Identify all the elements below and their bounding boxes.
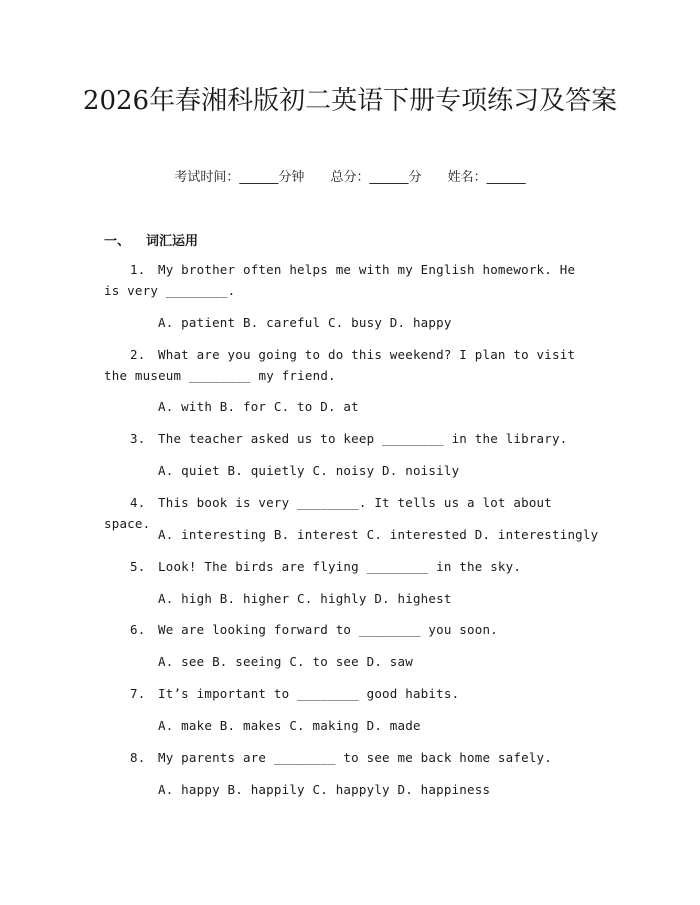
question-1-options: A. patient B. careful C. busy D. happy bbox=[158, 315, 452, 330]
question-8-options: A. happy B. happily C. happyly D. happiness bbox=[158, 782, 491, 797]
question-text: What are you going to do this weekend? I plan to visit the museum ________ my friend. bbox=[104, 347, 576, 383]
exam-info bbox=[0, 168, 700, 188]
student-name: 姓名：______ bbox=[447, 170, 526, 185]
question-2: 2. What are you going to do this weekend? I plan to visit the museum ________ my friend. bbox=[104, 347, 576, 383]
question-3: 3. The teacher asked us to keep ________ in the library. bbox=[130, 431, 568, 446]
question-2-options: A. with B. for C. to D. at bbox=[158, 399, 359, 414]
question-6-options: A. see B. seeing C. to see D. saw bbox=[158, 654, 413, 669]
section-title: 词汇运用 bbox=[146, 234, 199, 249]
question-text: Look! The birds are flying ________ in the sky. bbox=[158, 559, 522, 574]
exam-time: 考试时间：______分钟 bbox=[174, 170, 305, 185]
question-text: My parents are ________ to see me back home safely. bbox=[158, 750, 553, 765]
question-text: The teacher asked us to keep ________ in the library. bbox=[158, 431, 568, 446]
question-4: 4. This book is very ________. It tells us a lot about space. bbox=[104, 495, 553, 531]
section-heading bbox=[104, 230, 198, 249]
question-5: 5. Look! The birds are flying ________ in the sky. bbox=[130, 559, 522, 574]
question-text: This book is very ________. It tells us a lot about space. bbox=[104, 495, 553, 531]
question-5-options: A. high B. higher C. highly D. highest bbox=[158, 591, 452, 606]
question-text: My brother often helps me with my English homework. He is very ________. bbox=[104, 262, 576, 298]
question-text: It’s important to ________ good habits. bbox=[158, 686, 460, 701]
question-7: 7. It’s important to ________ good habits. bbox=[130, 686, 460, 701]
question-3-options: A. quiet B. quietly C. noisy D. noisily bbox=[158, 463, 460, 478]
question-text: We are looking forward to ________ you soon. bbox=[158, 622, 498, 637]
question-8: 8. My parents are ________ to see me back home safely. bbox=[130, 750, 553, 765]
page-title: 2026年春湘科版初二英语下册专项练习及答案 bbox=[82, 86, 618, 116]
question-7-options: A. make B. makes C. making D. made bbox=[158, 718, 421, 733]
question-6: 6. We are looking forward to ________ you soon. bbox=[130, 622, 498, 637]
question-4-options: A. interesting B. interest C. interested D. interestingly bbox=[158, 527, 599, 542]
question-1: 1. My brother often helps me with my English homework. He is very ________. bbox=[104, 262, 576, 298]
section-number: 一、 bbox=[104, 234, 131, 249]
exam-score: 总分：______分 bbox=[330, 170, 422, 185]
